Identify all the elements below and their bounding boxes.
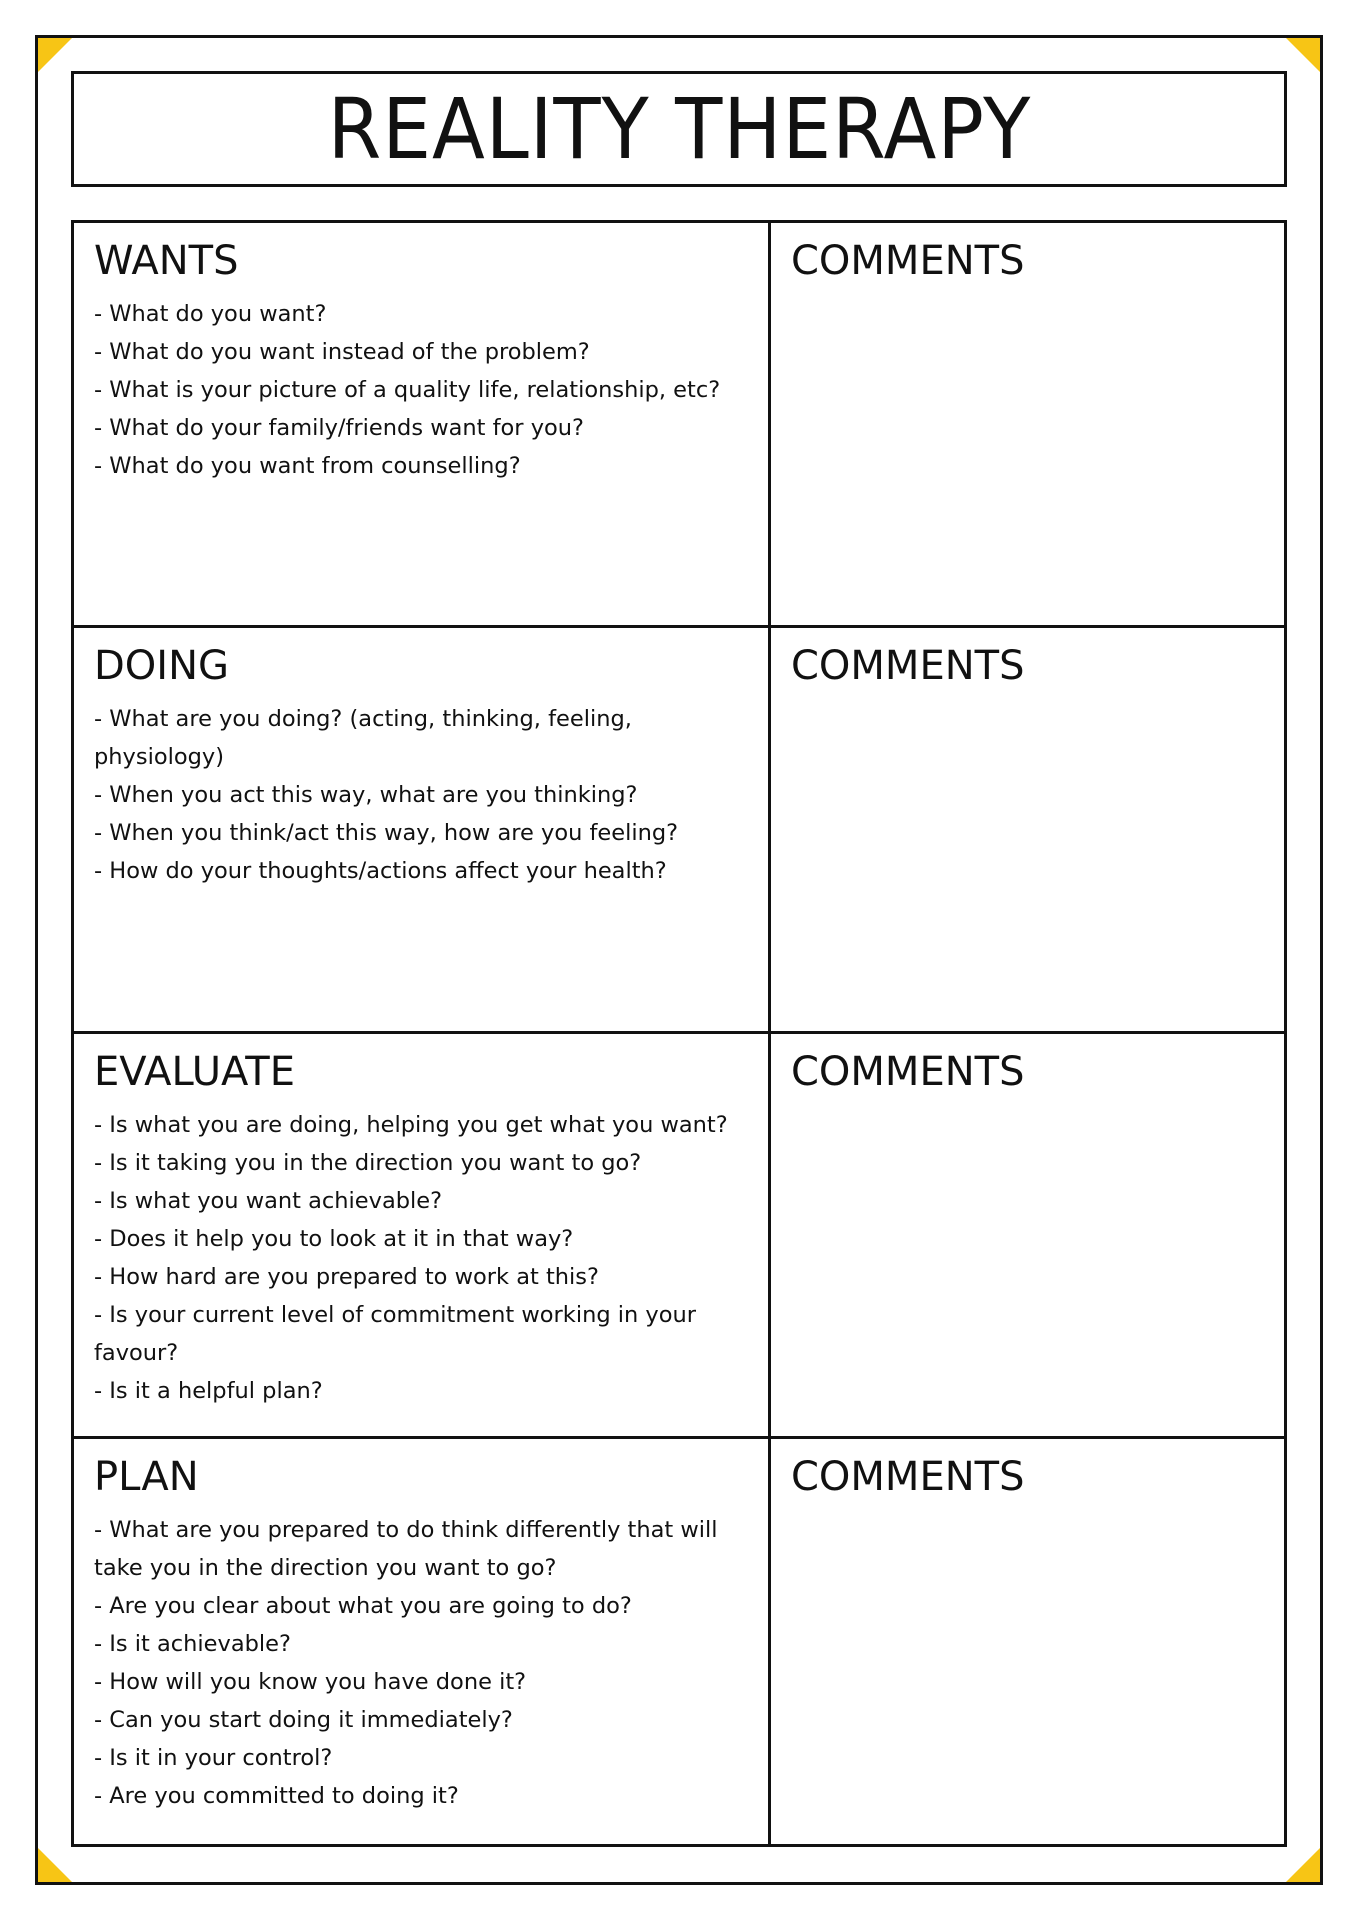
section-evaluate — [74, 1034, 771, 1439]
section-doing — [74, 628, 771, 1033]
question-item: - When you act this way, what are you thinking? — [94, 782, 638, 809]
comments-label-plan: COMMENTS — [791, 1453, 1025, 1500]
corner-accent-bottom-left — [38, 1848, 72, 1882]
corner-accent-bottom-right — [1286, 1848, 1320, 1882]
question-item: - How do your thoughts/actions affect your health? — [94, 858, 667, 885]
section-plan — [74, 1439, 771, 1844]
section-heading-evaluate: EVALUATE — [94, 1048, 295, 1095]
section-heading-wants: WANTS — [94, 238, 239, 284]
question-item: - What do you want from counselling? — [94, 453, 521, 479]
comments-label-doing: COMMENTS — [791, 643, 1025, 690]
comments-box-doing[interactable] — [771, 628, 1284, 1033]
question-list-plan — [94, 1511, 748, 1815]
question-item: - Are you committed to doing it? — [94, 1782, 459, 1809]
worksheet-grid — [71, 220, 1287, 1847]
section-heading-plan: PLAN — [94, 1453, 199, 1500]
corner-accent-top-left — [38, 38, 72, 72]
question-item: - When you think/act this way, how are you feeling? — [94, 820, 679, 847]
question-item: - Is it taking you in the direction you want to go? — [94, 1149, 642, 1176]
question-item: - What do your family/friends want for you? — [94, 415, 584, 441]
question-list-doing — [94, 700, 748, 890]
question-item: - Is what you want achievable? — [94, 1187, 443, 1214]
question-item: - Are you clear about what you are going to do? — [94, 1592, 632, 1619]
question-item: - Is it in your control? — [94, 1744, 333, 1771]
comments-label-evaluate: COMMENTS — [791, 1048, 1025, 1095]
title-box — [71, 71, 1287, 187]
comments-box-evaluate[interactable] — [771, 1034, 1284, 1439]
question-item: - Is it achievable? — [94, 1630, 291, 1657]
comments-box-wants[interactable] — [771, 223, 1284, 628]
question-item: - What are you prepared to do think differently that will take you in the direction you want to go? — [94, 1516, 718, 1581]
question-item: - Is your current level of commitment working in your favour? — [94, 1301, 697, 1366]
question-item: - What do you want? — [94, 301, 327, 327]
comments-label-wants: COMMENTS — [791, 238, 1025, 284]
question-item: - How hard are you prepared to work at this? — [94, 1263, 599, 1290]
question-list-wants — [94, 295, 748, 485]
question-list-evaluate — [94, 1106, 748, 1410]
question-item: - How will you know you have done it? — [94, 1668, 527, 1695]
question-item: - Can you start doing it immediately? — [94, 1706, 513, 1733]
question-item: - What are you doing? (acting, thinking, feeling, physiology) — [94, 706, 632, 771]
section-wants — [74, 223, 771, 628]
question-item: - What is your picture of a quality life, relationship, etc? — [94, 377, 721, 403]
question-item: - What do you want instead of the problem? — [94, 339, 590, 365]
question-item: - Is what you are doing, helping you get what you want? — [94, 1111, 728, 1138]
page-title: REALITY THERAPY — [327, 80, 1031, 178]
comments-box-plan[interactable] — [771, 1439, 1284, 1844]
section-heading-doing: DOING — [94, 643, 229, 690]
corner-accent-top-right — [1286, 38, 1320, 72]
question-item: - Is it a helpful plan? — [94, 1377, 323, 1404]
question-item: - Does it help you to look at it in that way? — [94, 1225, 574, 1252]
